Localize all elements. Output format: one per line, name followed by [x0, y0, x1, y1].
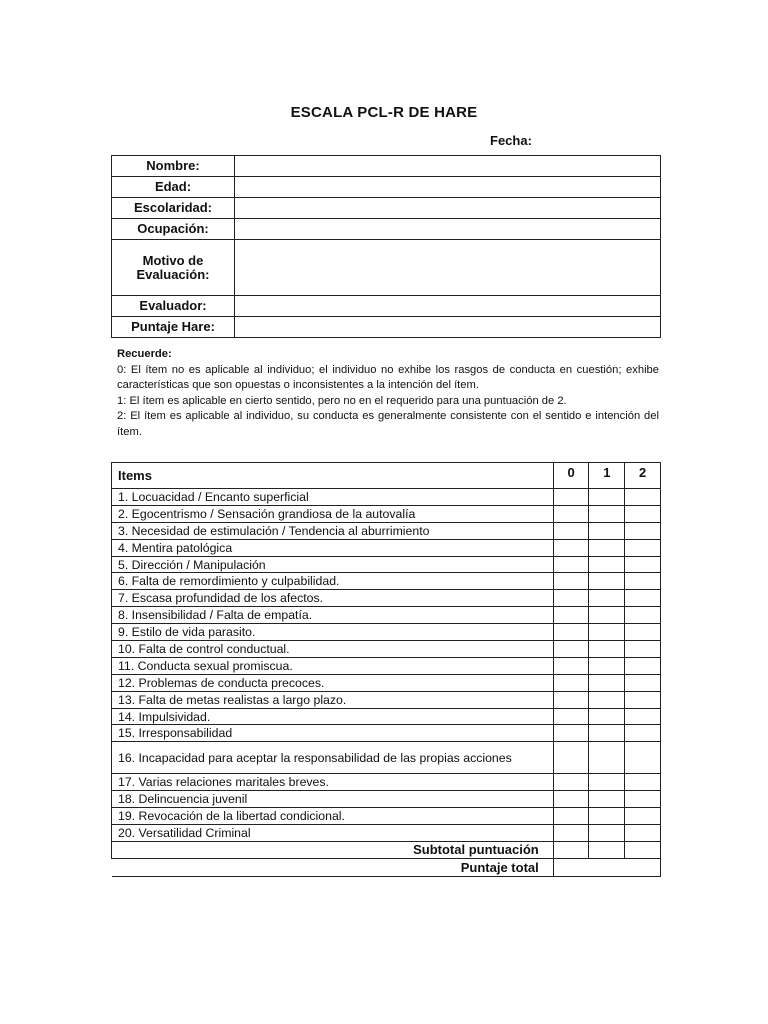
item-label: 19. Revocación de la libertad condicional. — [112, 808, 554, 825]
recuerde-section — [117, 347, 659, 440]
items-table — [111, 462, 661, 877]
item-label: 17. Varias relaciones maritales breves. — [112, 774, 554, 791]
table-row — [112, 489, 661, 506]
total-value-cell[interactable] — [553, 858, 660, 876]
nombre-field[interactable] — [235, 156, 661, 177]
item-label: 7. Escasa profundidad de los afectos. — [112, 590, 554, 607]
score-0-cell[interactable] — [553, 725, 589, 742]
score-2-cell[interactable] — [625, 742, 661, 774]
table-row — [112, 825, 661, 842]
score-2-cell[interactable] — [625, 573, 661, 590]
table-row — [112, 725, 661, 742]
table-row — [112, 791, 661, 808]
score-0-cell[interactable] — [553, 641, 589, 658]
score-2-cell[interactable] — [625, 808, 661, 825]
evaluador-label: Evaluador: — [112, 296, 235, 317]
motivo-label — [112, 240, 235, 296]
score-1-cell[interactable] — [589, 725, 625, 742]
score-0-cell[interactable] — [553, 691, 589, 708]
recuerde-score-2: 2: El ítem es aplicable al individuo, su conducta es generalmente consistente con el sentido e intención del ítem. — [117, 410, 659, 438]
score-0-cell[interactable] — [553, 657, 589, 674]
puntaje-hare-label: Puntaje Hare: — [112, 317, 235, 338]
ocupacion-field[interactable] — [235, 219, 661, 240]
score-2-cell[interactable] — [625, 691, 661, 708]
score-1-cell[interactable] — [589, 489, 625, 506]
score-1-cell[interactable] — [589, 624, 625, 641]
table-row — [112, 641, 661, 658]
score-2-cell[interactable] — [625, 489, 661, 506]
fecha-label: Fecha: — [490, 133, 532, 148]
score-0-cell[interactable] — [553, 590, 589, 607]
score-0-cell[interactable] — [553, 791, 589, 808]
table-row — [112, 742, 661, 774]
score-0-header: 0 — [553, 463, 589, 489]
score-2-cell[interactable] — [625, 774, 661, 791]
score-2-cell[interactable] — [625, 708, 661, 725]
score-0-cell[interactable] — [553, 808, 589, 825]
item-label: 3. Necesidad de estimulación / Tendencia al aburrimiento — [112, 522, 554, 539]
score-2-cell[interactable] — [625, 539, 661, 556]
score-1-cell[interactable] — [589, 539, 625, 556]
score-2-cell[interactable] — [625, 607, 661, 624]
score-0-cell[interactable] — [553, 556, 589, 573]
motivo-label-line1: Motivo de — [142, 252, 204, 268]
item-label: 20. Versatilidad Criminal — [112, 825, 554, 842]
table-row — [112, 590, 661, 607]
score-0-cell[interactable] — [553, 607, 589, 624]
score-0-cell[interactable] — [553, 825, 589, 842]
table-row — [112, 522, 661, 539]
score-1-cell[interactable] — [589, 825, 625, 842]
score-1-cell[interactable] — [589, 556, 625, 573]
table-row — [112, 539, 661, 556]
score-0-cell[interactable] — [553, 489, 589, 506]
score-0-cell[interactable] — [553, 624, 589, 641]
document-title: ESCALA PCL-R DE HARE — [290, 104, 478, 121]
score-1-cell[interactable] — [589, 641, 625, 658]
score-1-cell[interactable] — [589, 505, 625, 522]
table-row — [112, 708, 661, 725]
score-2-cell[interactable] — [625, 624, 661, 641]
nombre-label: Nombre: — [112, 156, 235, 177]
score-1-cell[interactable] — [589, 691, 625, 708]
item-label: 2. Egocentrismo / Sensación grandiosa de la autovalía — [112, 505, 554, 522]
items-header: Items — [112, 463, 554, 489]
item-label: 12. Problemas de conducta precoces. — [112, 674, 554, 691]
table-row — [112, 808, 661, 825]
item-label: 14. Impulsividad. — [112, 708, 554, 725]
subtotal-row — [112, 841, 661, 858]
score-0-cell[interactable] — [553, 539, 589, 556]
score-2-cell[interactable] — [625, 825, 661, 842]
item-label: 16. Incapacidad para aceptar la responsabilidad de las propias acciones — [112, 742, 554, 774]
table-row — [112, 657, 661, 674]
subtotal-score-2-cell[interactable] — [625, 841, 661, 858]
score-0-cell[interactable] — [553, 708, 589, 725]
table-row — [112, 505, 661, 522]
score-2-cell[interactable] — [625, 725, 661, 742]
total-label: Puntaje total — [112, 858, 554, 876]
table-row — [112, 674, 661, 691]
item-label: 15. Irresponsabilidad — [112, 725, 554, 742]
item-label: 5. Dirección / Manipulación — [112, 556, 554, 573]
edad-label: Edad: — [112, 177, 235, 198]
score-0-cell[interactable] — [553, 774, 589, 791]
score-1-cell[interactable] — [589, 590, 625, 607]
item-label: 10. Falta de control conductual. — [112, 641, 554, 658]
item-label: 9. Estilo de vida parasito. — [112, 624, 554, 641]
edad-field[interactable] — [235, 177, 661, 198]
table-row — [112, 774, 661, 791]
puntaje-hare-field[interactable] — [235, 317, 661, 338]
score-0-cell[interactable] — [553, 573, 589, 590]
subtotal-score-0-cell[interactable] — [553, 841, 589, 858]
escolaridad-label: Escolaridad: — [112, 198, 235, 219]
score-1-cell[interactable] — [589, 774, 625, 791]
score-1-cell[interactable] — [589, 674, 625, 691]
score-2-cell[interactable] — [625, 590, 661, 607]
escolaridad-field[interactable] — [235, 198, 661, 219]
table-row — [112, 624, 661, 641]
table-row — [112, 691, 661, 708]
table-row — [112, 556, 661, 573]
score-2-cell[interactable] — [625, 791, 661, 808]
score-0-cell[interactable] — [553, 674, 589, 691]
score-1-cell[interactable] — [589, 791, 625, 808]
score-1-header: 1 — [589, 463, 625, 489]
score-1-cell[interactable] — [589, 573, 625, 590]
evaluador-field[interactable] — [235, 296, 661, 317]
ocupacion-label: Ocupación: — [112, 219, 235, 240]
score-1-cell[interactable] — [589, 808, 625, 825]
item-label: 1. Locuacidad / Encanto superficial — [112, 489, 554, 506]
score-0-cell[interactable] — [553, 522, 589, 539]
score-1-cell[interactable] — [589, 708, 625, 725]
subtotal-score-1-cell[interactable] — [589, 841, 625, 858]
item-label: 13. Falta de metas realistas a largo plazo. — [112, 691, 554, 708]
table-row — [112, 607, 661, 624]
subtotal-label: Subtotal puntuación — [112, 841, 554, 858]
score-2-cell[interactable] — [625, 505, 661, 522]
score-1-cell[interactable] — [589, 522, 625, 539]
score-2-cell[interactable] — [625, 522, 661, 539]
score-2-cell[interactable] — [625, 641, 661, 658]
score-1-cell[interactable] — [589, 607, 625, 624]
recuerde-score-1: 1: El ítem es aplicable en cierto sentido, pero no en el requerido para una puntuación de 2. — [117, 394, 567, 407]
recuerde-heading: Recuerde: — [117, 348, 172, 360]
recuerde-score-0: 0: El ítem no es aplicable al individuo; el individuo no exhibe los rasgos de conducta en cuestión; exhibe características que son opuestas o inconsistentes a la intención del ítem. — [117, 363, 659, 391]
table-row — [112, 573, 661, 590]
item-label: 4. Mentira patológica — [112, 539, 554, 556]
item-label: 8. Insensibilidad / Falta de empatía. — [112, 607, 554, 624]
personal-data-table — [111, 155, 661, 338]
score-0-cell[interactable] — [553, 505, 589, 522]
item-label: 18. Delincuencia juvenil — [112, 791, 554, 808]
motivo-field[interactable] — [235, 240, 661, 296]
score-1-cell[interactable] — [589, 657, 625, 674]
score-2-cell[interactable] — [625, 556, 661, 573]
item-label: 11. Conducta sexual promiscua. — [112, 657, 554, 674]
score-1-cell[interactable] — [589, 742, 625, 774]
item-label: 6. Falta de remordimiento y culpabilidad. — [112, 573, 554, 590]
total-row — [112, 858, 661, 876]
score-2-header: 2 — [625, 463, 661, 489]
score-2-cell[interactable] — [625, 657, 661, 674]
score-0-cell[interactable] — [553, 742, 589, 774]
score-2-cell[interactable] — [625, 674, 661, 691]
motivo-label-line2: Evaluación: — [136, 266, 210, 282]
